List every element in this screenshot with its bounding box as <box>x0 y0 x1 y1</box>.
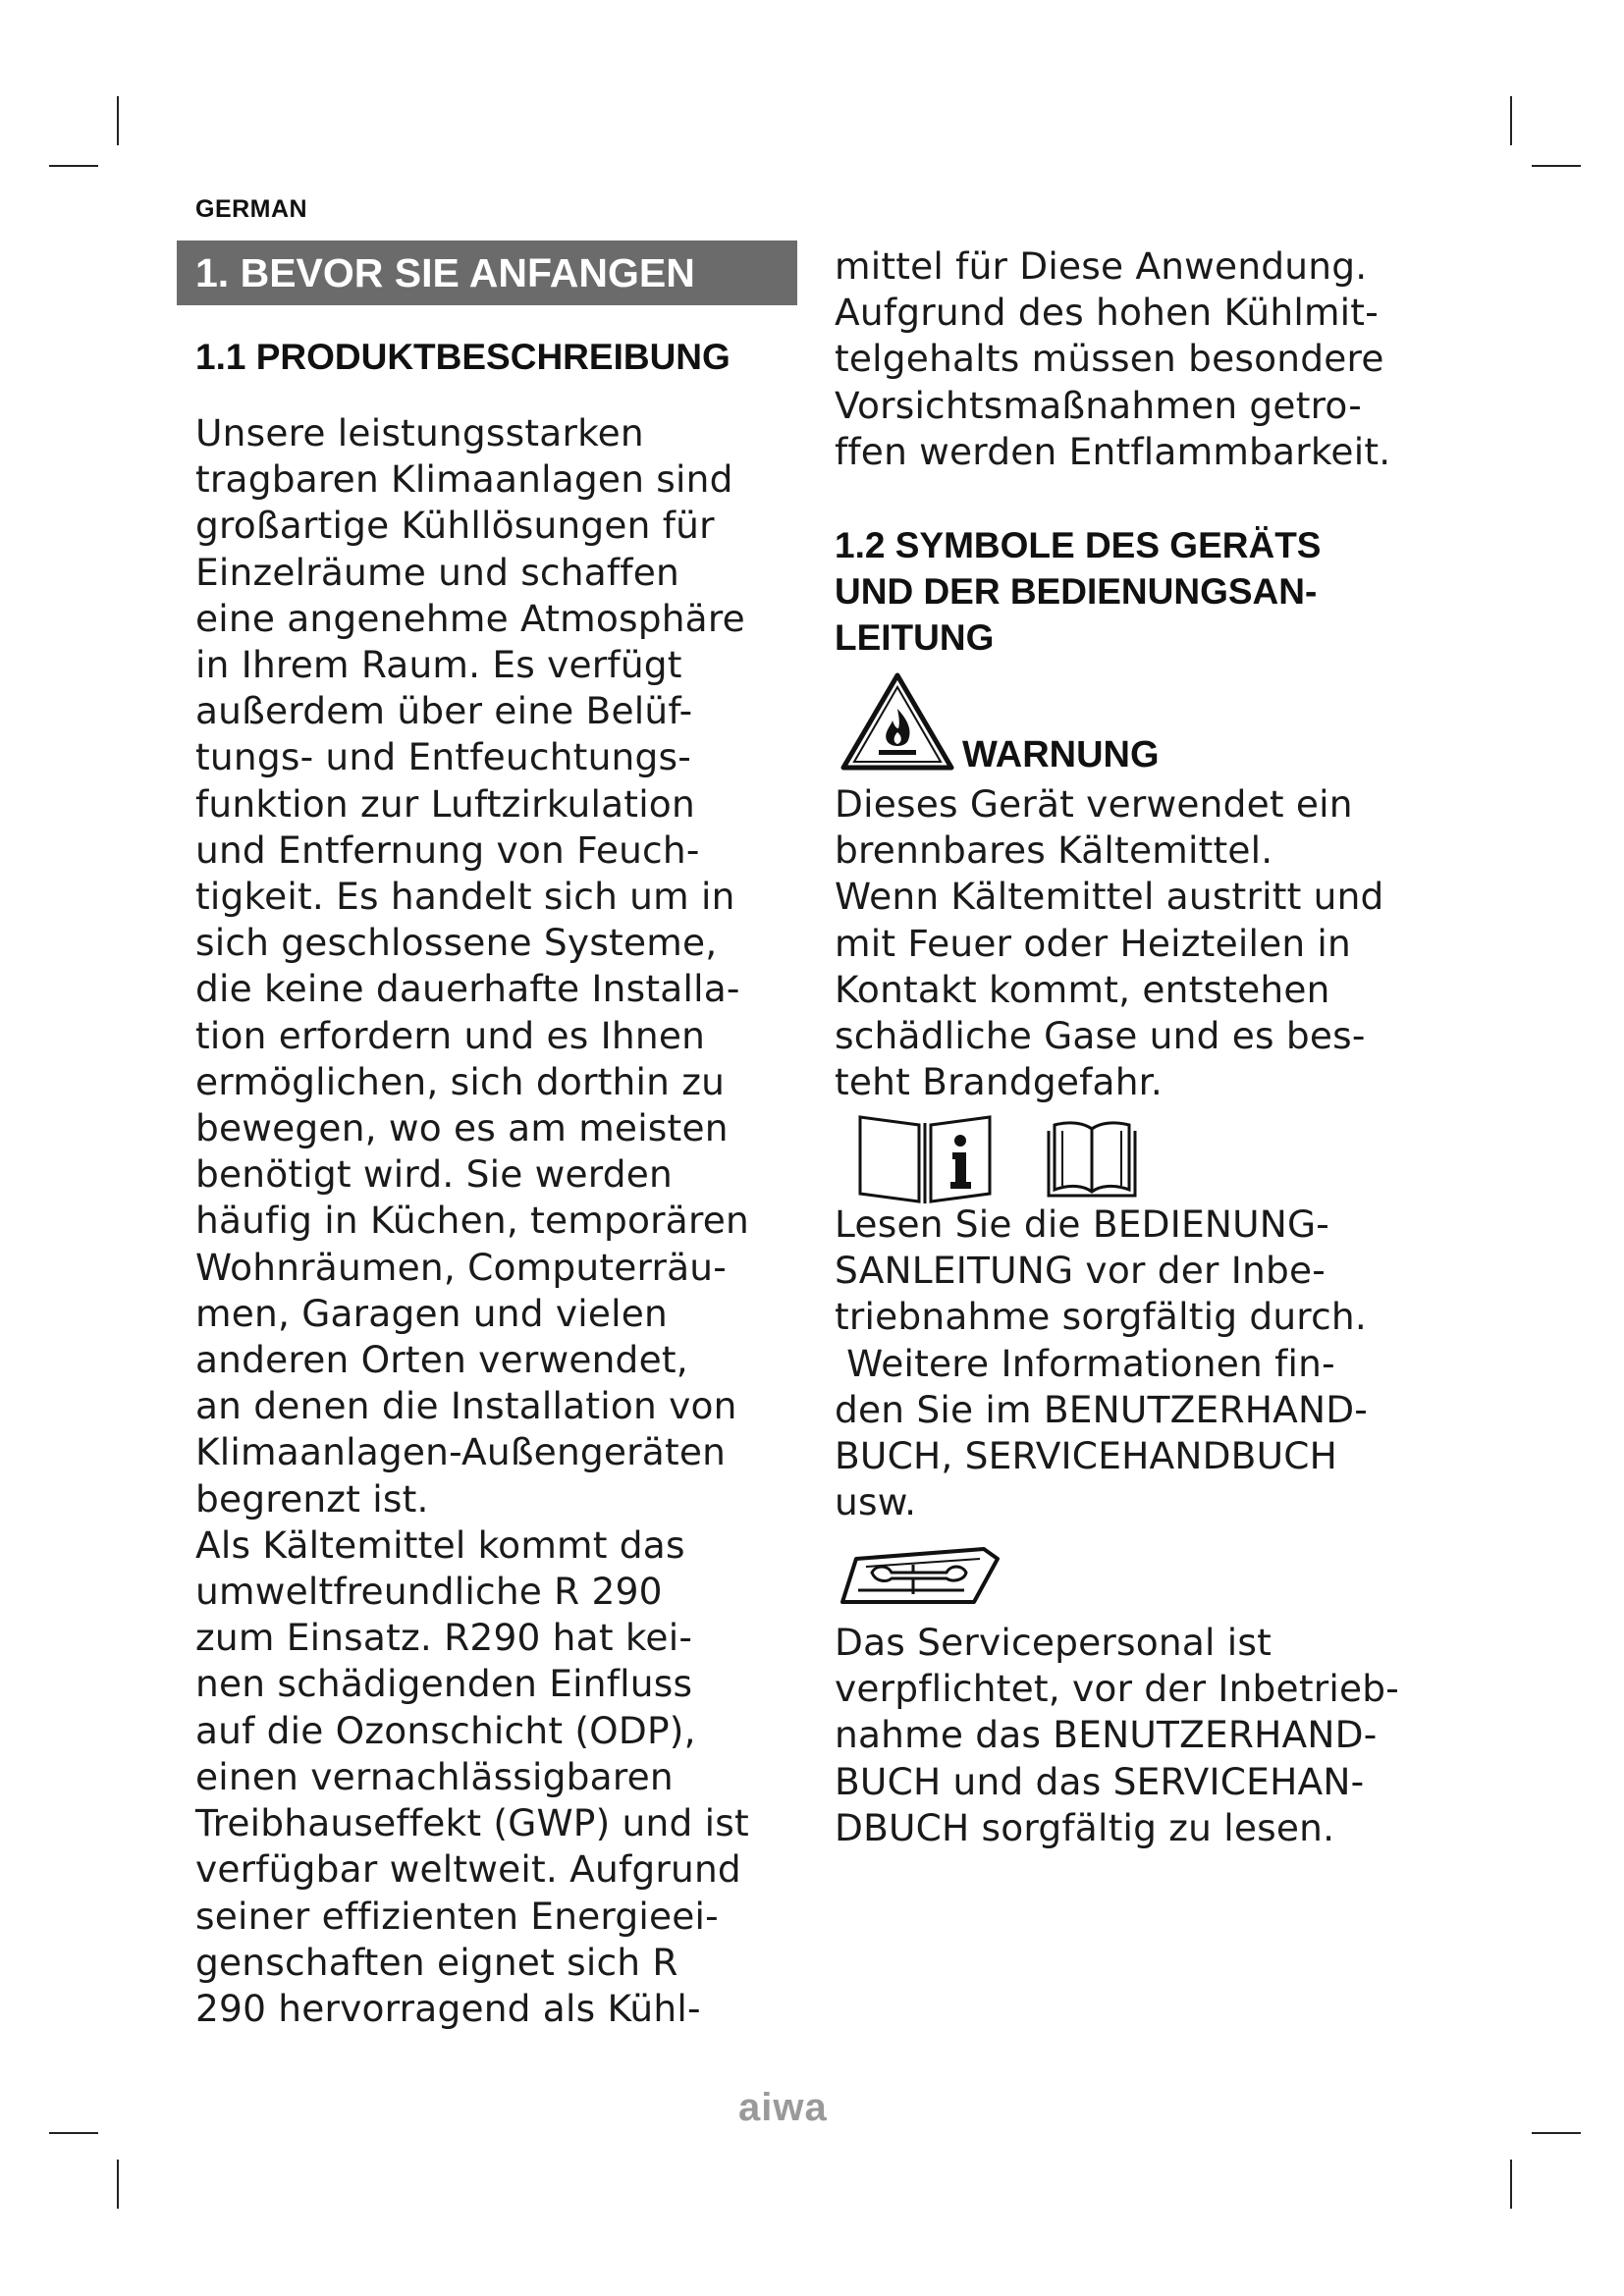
text-line: men, Garagen und vielen <box>195 1291 669 1335</box>
text-line: DBUCH sorgfältig zu lesen. <box>835 1805 1335 1849</box>
open-book-icon <box>1043 1119 1141 1201</box>
text-line: außerdem über eine Belüf- <box>195 689 693 733</box>
text-line: Kontakt kommt, entstehen <box>835 967 1330 1011</box>
text-line: mittel für Diese Anwendung. <box>835 244 1368 288</box>
text-line: Einzelräume und schaffen <box>195 550 679 594</box>
text-line: Dieses Gerät verwendet ein <box>835 782 1353 826</box>
chapter-title: 1. BEVOR SIE ANFANGEN <box>177 240 797 305</box>
crop-mark <box>1532 165 1581 167</box>
text-line: schädliche Gase und es bes- <box>835 1014 1366 1058</box>
crop-mark <box>117 96 119 145</box>
text-line: triebnahme sorgfältig durch. <box>835 1295 1368 1339</box>
text-line: Wohnräumen, Computerräu- <box>195 1245 727 1289</box>
text-line: BUCH und das SERVICEHAN- <box>835 1759 1365 1803</box>
text-line: zum Einsatz. R290 hat kei- <box>195 1616 693 1660</box>
language-label: GERMAN <box>195 195 308 223</box>
text-line: und Entfernung von Feuch- <box>195 828 700 872</box>
crop-mark <box>1510 2160 1512 2209</box>
text-line: seiner effizienten Energieei- <box>195 1894 719 1938</box>
text-line: verfügbar weltweit. Aufgrund <box>195 1847 741 1892</box>
crop-mark <box>1532 2132 1581 2134</box>
text-line: tragbaren Klimaanlagen sind <box>195 457 733 502</box>
text-line: verpflichtet, vor der Inbetrieb- <box>835 1667 1399 1711</box>
manual-text <box>835 1201 1368 1525</box>
text-line: eine angenehme Atmosphäre <box>195 596 745 640</box>
text-line: SANLEITUNG vor der Inbe- <box>835 1249 1326 1293</box>
text-line: tigkeit. Es handelt sich um in <box>195 875 735 919</box>
crop-mark <box>49 165 98 167</box>
crop-mark <box>117 2160 119 2209</box>
heading-line: UND DER BEDIENUNGSAN- <box>835 571 1318 612</box>
text-line: tion erfordern und es Ihnen <box>195 1013 706 1057</box>
text-line: 290 hervorragend als Kühl- <box>195 1986 701 2030</box>
text-line: Das Servicepersonal ist <box>835 1621 1272 1664</box>
text-line: funktion zur Luftzirkulation <box>195 781 695 826</box>
heading-line: 1.2 SYMBOLE DES GERÄTS <box>835 525 1322 565</box>
text-line: nahme das BENUTZERHAND- <box>835 1713 1378 1757</box>
service-text <box>835 1620 1399 1851</box>
text-line: sich geschlossene Systeme, <box>195 921 718 965</box>
text-line: einen vernachlässigbaren <box>195 1754 674 1798</box>
text-line: großartige Kühllösungen für <box>195 504 715 548</box>
service-manual-wrench-icon <box>837 1529 1003 1608</box>
text-line: Unsere leistungsstarken <box>195 411 644 454</box>
text-line: usw. <box>835 1480 917 1524</box>
text-line: genschaften eignet sich R <box>195 1940 678 1984</box>
warning-text <box>835 781 1384 1105</box>
text-line: bewegen, wo es am meisten <box>195 1106 729 1150</box>
text-line: brennbares Kältemittel. <box>835 828 1273 873</box>
text-line: in Ihrem Raum. Es verfügt <box>195 643 682 687</box>
product-description <box>195 410 749 2032</box>
text-line: umweltfreundliche R 290 <box>195 1570 663 1614</box>
text-line: Vorsichtsmaßnahmen getro- <box>835 383 1362 427</box>
text-line: telgehalts müssen besondere <box>835 337 1384 381</box>
text-line: nen schädigenden Einfluss <box>195 1662 693 1706</box>
text-line: Aufgrund des hohen Kühlmit- <box>835 291 1379 335</box>
text-line: Klimaanlagen-Außengeräten <box>195 1430 727 1474</box>
text-line: benötigt wird. Sie werden <box>195 1152 673 1197</box>
text-line: Lesen Sie die BEDIENUNG- <box>835 1202 1330 1246</box>
crop-mark <box>1510 96 1512 145</box>
manual-info-icon <box>856 1111 994 1205</box>
flammable-warning-icon <box>839 671 955 772</box>
heading-line: LEITUNG <box>835 617 995 658</box>
text-line: häufig in Küchen, temporären <box>195 1199 749 1243</box>
text-line: die keine dauerhafte Installa- <box>195 967 740 1011</box>
text-line: mit Feuer oder Heizteilen in <box>835 921 1352 965</box>
product-description-continued <box>835 243 1390 475</box>
text-line: Als Kältemittel kommt das <box>195 1522 685 1567</box>
warning-title: WARNUNG <box>962 734 1160 775</box>
text-line: teht Brandgefahr. <box>835 1060 1163 1104</box>
text-line: begrenzt ist. <box>195 1476 429 1521</box>
crop-mark <box>49 2132 98 2134</box>
text-line: tungs- und Entfeuchtungs- <box>195 735 691 779</box>
text-line: an denen die Installation von <box>195 1384 737 1428</box>
text-line: ermöglichen, sich dorthin zu <box>195 1059 726 1103</box>
section-heading-symbols <box>835 522 1322 661</box>
brand-logo: aiwa <box>738 2086 828 2129</box>
section-heading-product: 1.1 PRODUKTBESCHREIBUNG <box>195 337 731 377</box>
text-line: Wenn Kältemittel austritt und <box>835 875 1384 919</box>
text-line: Treibhauseffekt (GWP) und ist <box>195 1801 749 1845</box>
text-line: anderen Orten verwendet, <box>195 1338 688 1382</box>
text-line: auf die Ozonschicht (ODP), <box>195 1708 696 1752</box>
text-line: Weitere Informationen fin- <box>835 1341 1335 1385</box>
text-line: den Sie im BENUTZERHAND- <box>835 1387 1369 1431</box>
text-line: BUCH, SERVICEHANDBUCH <box>835 1434 1338 1478</box>
text-line: ffen werden Entflammbarkeit. <box>835 429 1391 473</box>
